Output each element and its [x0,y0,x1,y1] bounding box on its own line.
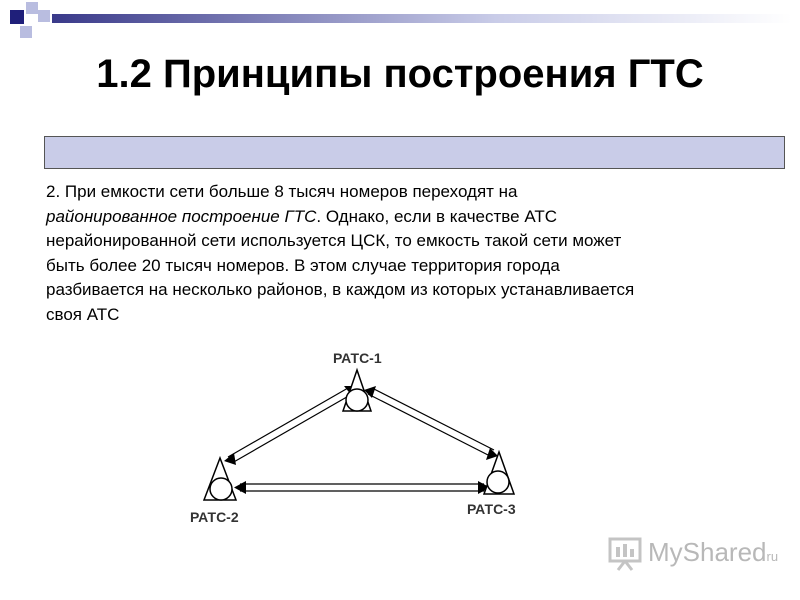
page-title: 1.2 Принципы построения ГТС [96,52,704,96]
paragraph-line: 2. При емкости сети больше 8 тысяч номеров переходят на [46,182,518,201]
paragraph-text: . Однако, если в качестве АТС [316,206,557,226]
watermark-logo [606,535,779,571]
link-ratc2-ratc3 [234,481,490,494]
link-ratc1-ratc2 [224,386,356,465]
node-label-ratc-3: РАТС-3 [467,501,516,517]
node-ratc-2 [204,458,236,500]
watermark-suffix: ru [766,549,779,564]
node-label-ratc-1: РАТС-1 [333,350,382,366]
link-ratc1-ratc3 [364,386,498,460]
paragraph-line: нерайонированной сети используется ЦСК, то емкость такой сети может [46,231,622,250]
circle-icon [210,478,232,500]
paragraph-emphasis: районированное построение ГТС [46,206,317,226]
paragraph-line: своя АТС [46,304,120,324]
node-label-ratc-2: РАТС-2 [190,509,239,525]
watermark-text [648,537,778,568]
circle-icon [346,389,368,411]
watermark-brand: MyShared [648,537,767,567]
circle-icon [487,471,509,493]
paragraph-line: разбивается на несколько районов, в каждом из которых устанавливается [46,280,635,299]
presentation-icon [606,537,644,571]
paragraph-line: быть более 20 тысяч номеров. В этом случае территория города [46,255,560,275]
